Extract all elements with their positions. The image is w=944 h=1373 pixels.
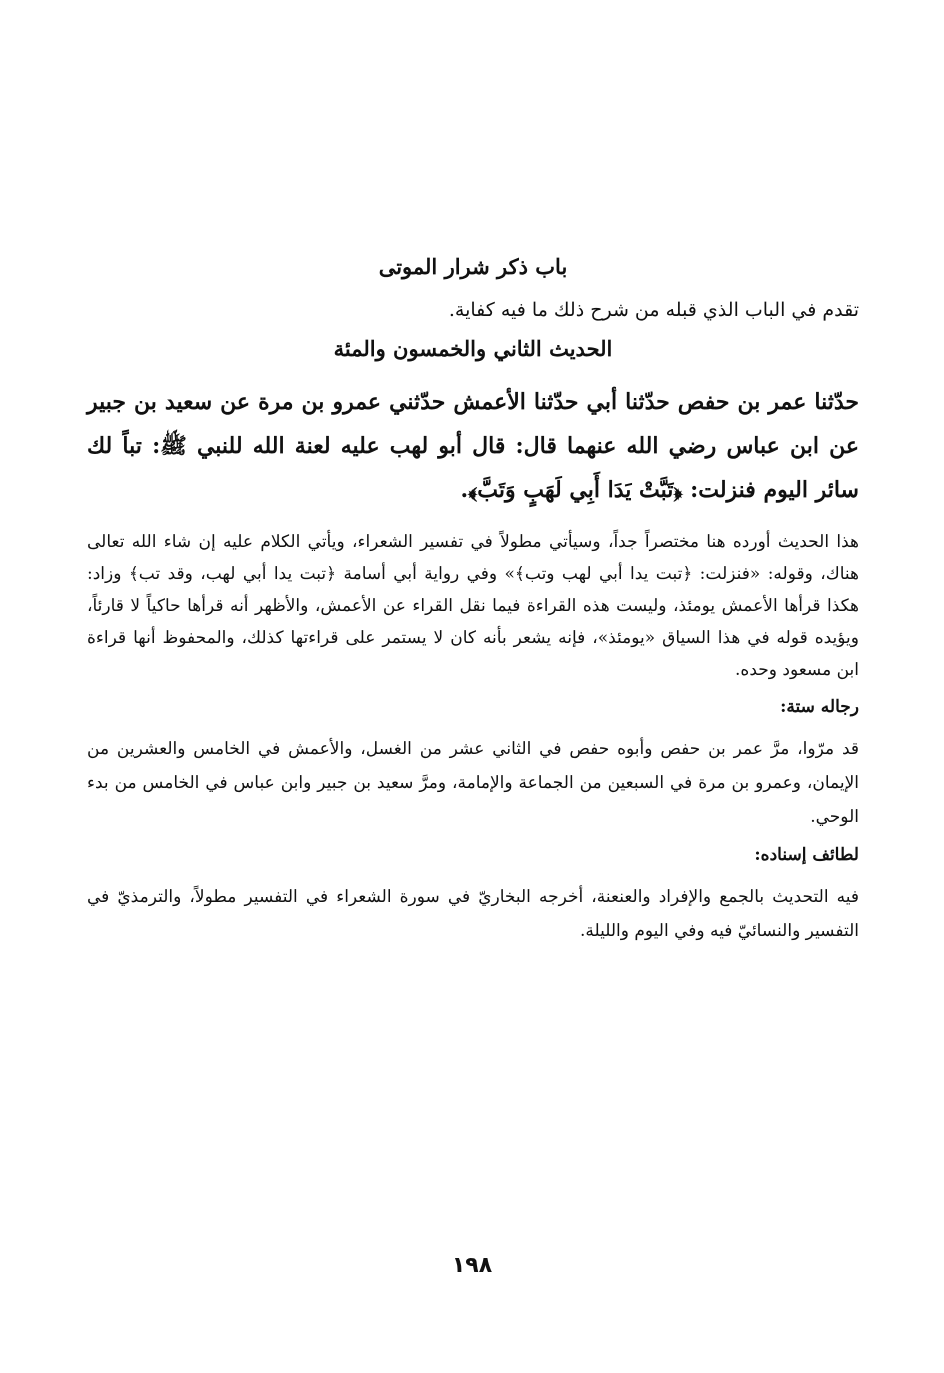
narrators-heading: رجاله ستة: xyxy=(780,697,859,717)
commentary-paragraph: هذا الحديث أورده هنا مختصراً جداً، وسيأتي مطولاً في تفسير الشعراء، ويأتي الكلام عليه إن شاء الله تعالى هناك، وقوله: «فنزلت: ﴿تبت يدا أبي لهب وتب﴾» وفي رواية أبي أسامة ﴿تبت يدا أبي لهب، وقد تب﴾ وزاد: هكذا قرأها الأعمش يومئذ، وليست هذه القراءة فيما نقل القراء عن الأعمش، والأظهر أنه قرأها حاكياً لا قارئاً، ويؤيده قوله في هذا السياق «يومئذ»، فإنه يشعر بأنه كان لا يستمر على قراءتها كذلك، والمحفوظ أنها قراءة ابن مسعود وحده. xyxy=(87,532,859,680)
chain-notes-body: فيه التحديث بالجمع والإفراد والعنعنة، أخرجه البخاريّ في سورة الشعراء في التفسير مطولاً، والترمذيّ في التفسير والنسائيّ فيه وفي اليوم والليلة. xyxy=(87,887,859,941)
chapter-intro: تقدم في الباب الذي قبله من شرح ذلك ما فيه كفاية. xyxy=(448,299,859,321)
chapter-title: باب ذكر شرار الموتى xyxy=(378,254,568,279)
hadith-text: حدّثنا عمر بن حفص حدّثنا أبي حدّثنا الأعمش حدّثني عمرو بن مرة عن سعيد بن جبير عن ابن عباس رضي الله عنهما قال: قال أبو لهب عليه لعنة الله للنبي ﷺ: تباً لك سائر اليوم فنزلت: ﴿تَبَّتْ يَدَا أَبِي لَهَبٍ وَتَبَّ﴾. xyxy=(87,389,859,503)
page-number: ١٩٨ xyxy=(451,1253,493,1278)
hadith-title: الحديث الثاني والخمسون والمئة xyxy=(333,336,613,361)
narrators-body: قد مرّوا، مرَّ عمر بن حفص وأبوه حفص في الثاني عشر من الغسل، والأعمش في الخامس والعشرين من الإيمان، وعمرو بن مرة في السبعين من الجماعة والإمامة، ومرَّ سعيد بن جبير وابن عباس في الخامس من بدء الوحي. xyxy=(87,739,859,827)
page-body xyxy=(87,250,859,954)
chain-notes-heading: لطائف إسناده: xyxy=(754,845,859,865)
